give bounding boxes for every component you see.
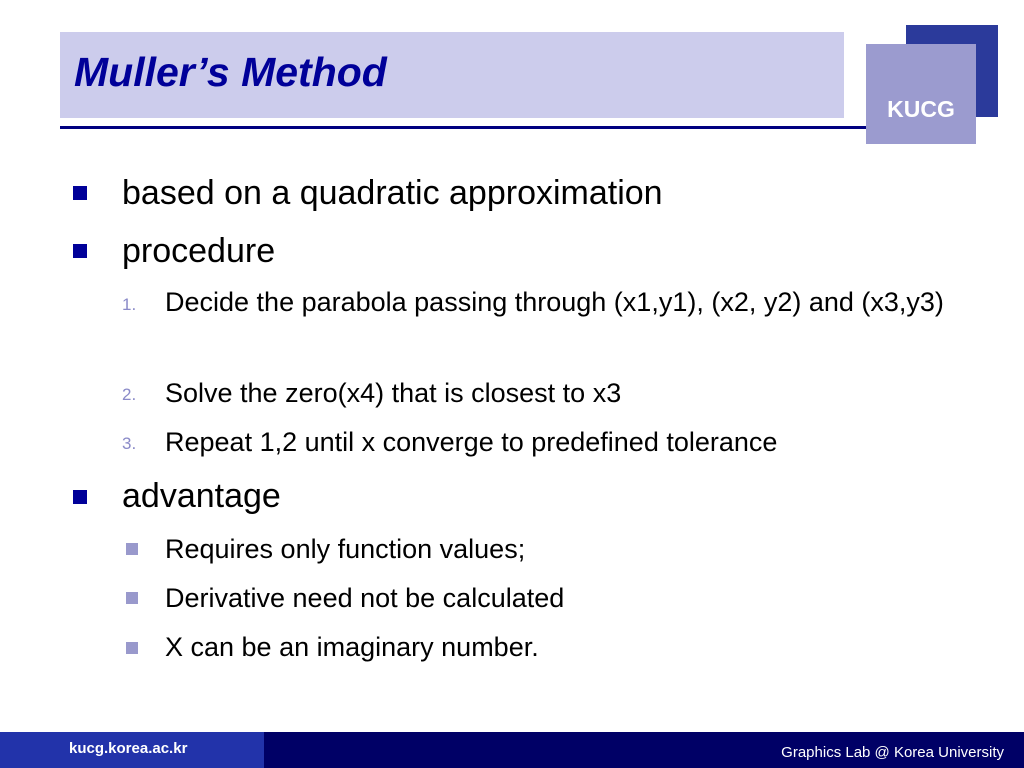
- square-bullet-icon: [73, 186, 87, 200]
- step-number: 3.: [122, 434, 137, 453]
- step-number: 1.: [122, 295, 137, 314]
- advantage-item: X can be an imaginary number.: [165, 632, 539, 662]
- square-bullet-icon: [73, 490, 87, 504]
- advantage-item: Derivative need not be calculated: [165, 583, 565, 613]
- square-bullet-icon: [126, 592, 138, 604]
- logo-text: KUCG: [887, 96, 955, 122]
- bullet-advantage: advantage: [122, 477, 281, 515]
- bullet-quadratic: based on a quadratic approximation: [122, 174, 663, 212]
- square-bullet-icon: [73, 244, 87, 258]
- footer-lab-name: Graphics Lab @ Korea University: [781, 744, 1004, 761]
- slide-title: Muller’s Method: [74, 49, 387, 95]
- step-text: Decide the parabola passing through (x1,y1), (x2, y2) and (x3,y3): [165, 287, 944, 317]
- advantage-item: Requires only function values;: [165, 534, 526, 564]
- step-text: Repeat 1,2 until x converge to predefined tolerance: [165, 427, 778, 457]
- square-bullet-icon: [126, 543, 138, 555]
- footer-url: kucg.korea.ac.kr: [69, 740, 188, 757]
- step-text: Solve the zero(x4) that is closest to x3: [165, 378, 622, 408]
- step-number: 2.: [122, 385, 137, 404]
- bullet-procedure: procedure: [122, 232, 276, 270]
- square-bullet-icon: [126, 642, 138, 654]
